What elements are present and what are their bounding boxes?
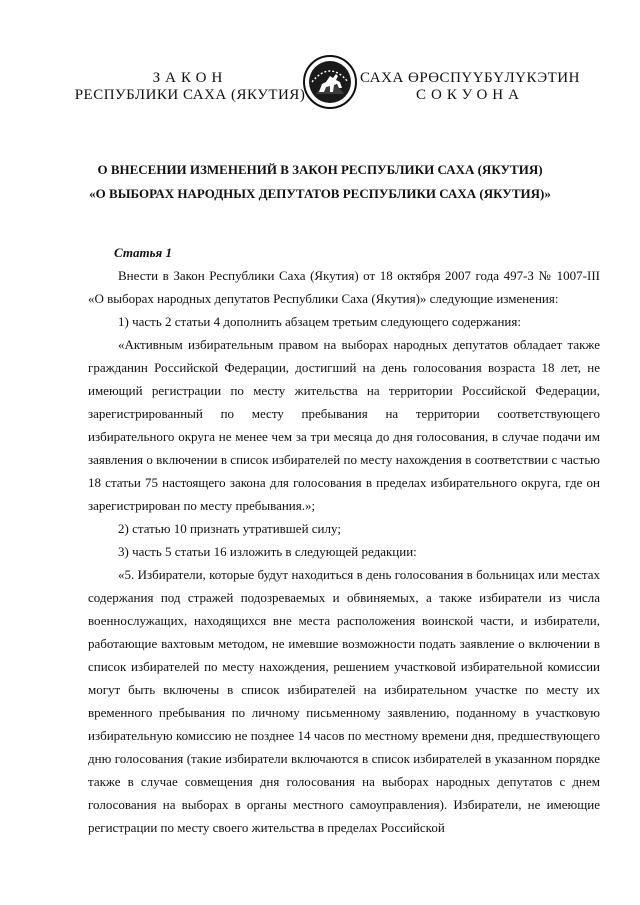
article-heading: Статья 1 [114,245,172,260]
body-paragraph: 1) часть 2 статьи 4 дополнить абзацем третьим следующего содержания: [118,314,521,329]
law-word-russian: ЗАКОН [152,70,228,86]
body-paragraph: Внести в Закон Республики Саха (Якутия) от 18 октября 2007 года 497-З № 1007-III «О выборах народных депутатов Республики Саха (Якутия)» следующие изменения: [88,268,600,306]
document-body [88,241,600,839]
title-line-1: О ВНЕСЕНИИ ИЗМЕНЕНИЙ В ЗАКОН РЕСПУБЛИКИ САХА (ЯКУТИЯ) [97,162,543,177]
law-header-russian [70,70,310,104]
republic-name-sakha: САХА ӨРӨСПҮҮБҮЛҮКЭТИН [360,70,580,86]
body-paragraph: «5. Избиратели, которые будут находиться в день голосования в больницах или местах содержания под стражей подозреваемых и обвиняемых, а также избиратели из числа военнослужащих, находящихся вне места расположения воинской части, и избиратели, работающие вахтовым методом, не имевшие возможности подать заявление о включении в список избирателей по месту нахождения, решением участковой избирательной комиссии могут быть включены в список избирателей на избирательном участке по месту их временного пребывания по личному письменному заявлению, поданному в участковую избирательную комиссию не позднее 14 часов по местному времени дня, предшествующего дню голосования (такие избиратели включаются в список избирателей в указанном порядке также в случае совмещения дня голосования на выборах народных депутатов с днем голосования на выборах в органы местного самоуправления). Избиратели, не имеющие регистрации по месту своего жительства в пределах Российской [88,567,600,835]
law-header-sakha [355,70,585,104]
law-word-sakha: СОКУОНА [416,87,524,103]
republic-name-russian: РЕСПУБЛИКИ САХА (ЯКУТИЯ) [74,87,306,103]
body-paragraph: 3) часть 5 статьи 16 изложить в следующей редакции: [118,544,417,559]
title-line-2: «О ВЫБОРАХ НАРОДНЫХ ДЕПУТАТОВ РЕСПУБЛИКИ САХА (ЯКУТИЯ)» [89,186,551,201]
sakha-republic-emblem-icon [302,54,358,110]
document-title [60,158,580,206]
body-paragraph: «Активным избирательным правом на выборах народных депутатов обладает также гражданин Российской Федерации, достигший на день голосования возраста 18 лет, не имеющий регистрации по месту жительства на территории Российской Федерации, зарегистрированный по месту пребывания на территории соответствующего избирательного округа не менее чем за три месяца до дня голосования, в случае подачи им заявления о включении в список избирателей по месту нахождения в соответствии с частью 18 статьи 75 настоящего закона для голосования в пределах избирательного округа, где он зарегистрирован по месту пребывания.»; [88,337,600,513]
body-paragraph: 2) статью 10 признать утратившей силу; [118,521,341,536]
